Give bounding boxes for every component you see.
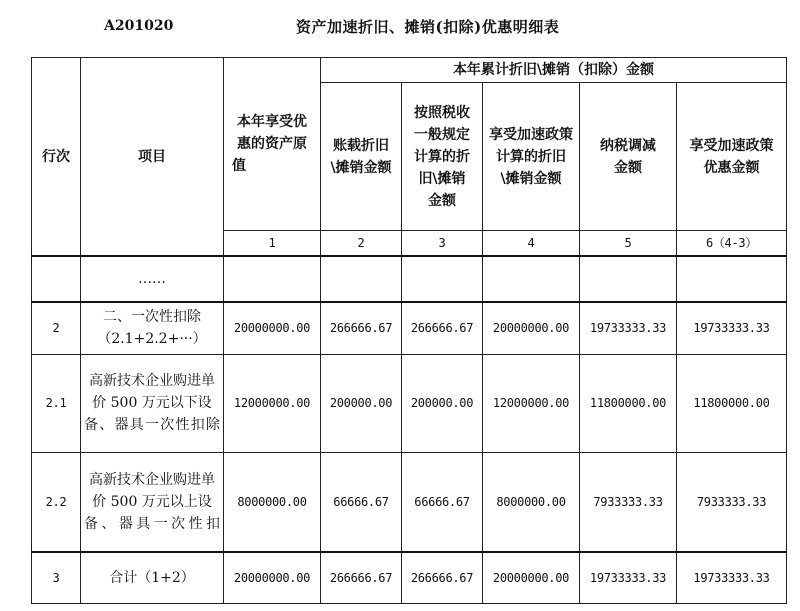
header-item: 项目 bbox=[81, 58, 224, 257]
row-value-1: 20000000.00 bbox=[224, 552, 321, 603]
col-number-1: 1 bbox=[224, 231, 321, 257]
row-value-1 bbox=[224, 256, 321, 302]
table-row bbox=[32, 302, 787, 354]
col-number-2: 2 bbox=[321, 231, 402, 257]
header-row-no: 行次 bbox=[32, 58, 81, 257]
col-number-5: 5 bbox=[580, 231, 677, 257]
row-value-5: 19733333.33 bbox=[580, 302, 677, 354]
row-value-4 bbox=[483, 256, 580, 302]
row-item: 二、一次性扣除（2.1+2.2+···） bbox=[81, 302, 224, 354]
form-title: 资产加速折旧、摊销(扣除)优惠明细表 bbox=[296, 18, 560, 36]
row-value-4: 20000000.00 bbox=[483, 302, 580, 354]
row-value-5: 19733333.33 bbox=[580, 552, 677, 603]
row-value-5: 11800000.00 bbox=[580, 354, 677, 452]
row-no bbox=[32, 256, 81, 302]
row-value-1: 8000000.00 bbox=[224, 452, 321, 552]
row-value-4: 8000000.00 bbox=[483, 452, 580, 552]
row-value-3: 266666.67 bbox=[402, 552, 483, 603]
row-value-5: 7933333.33 bbox=[580, 452, 677, 552]
col-number-4: 4 bbox=[483, 231, 580, 257]
row-item: …… bbox=[81, 256, 224, 302]
detail-table bbox=[31, 57, 787, 604]
row-value-2: 66666.67 bbox=[321, 452, 402, 552]
table-row bbox=[32, 354, 787, 452]
row-value-1: 12000000.00 bbox=[224, 354, 321, 452]
header-general: 按照税收一般规定计算的折旧\摊销金额 bbox=[402, 83, 483, 231]
row-value-6: 19733333.33 bbox=[677, 552, 787, 603]
row-no: 2.1 bbox=[32, 354, 81, 452]
row-no: 2 bbox=[32, 302, 81, 354]
row-value-6: 11800000.00 bbox=[677, 354, 787, 452]
header-group: 本年累计折旧\摊销（扣除）金额 bbox=[321, 58, 787, 83]
header-row-1 bbox=[32, 58, 787, 83]
row-value-2: 200000.00 bbox=[321, 354, 402, 452]
row-value-6: 7933333.33 bbox=[677, 452, 787, 552]
row-value-3 bbox=[402, 256, 483, 302]
row-value-6: 19733333.33 bbox=[677, 302, 787, 354]
row-value-2: 266666.67 bbox=[321, 552, 402, 603]
row-item: 合计（1+2） bbox=[81, 552, 224, 603]
header-tax-adjust: 纳税调减金额 bbox=[580, 83, 677, 231]
row-value-3: 266666.67 bbox=[402, 302, 483, 354]
col-number-3: 3 bbox=[402, 231, 483, 257]
form-code: A201020 bbox=[104, 18, 174, 34]
row-item: 高新技术企业购进单价 500 万元以上设备、器具一次性扣 bbox=[81, 452, 224, 552]
table-row bbox=[32, 256, 787, 302]
row-value-3: 200000.00 bbox=[402, 354, 483, 452]
row-value-5 bbox=[580, 256, 677, 302]
table-row bbox=[32, 452, 787, 552]
row-no: 3 bbox=[32, 552, 81, 603]
row-value-1: 20000000.00 bbox=[224, 302, 321, 354]
header-book: 账载折旧\摊销金额 bbox=[321, 83, 402, 231]
row-value-4: 20000000.00 bbox=[483, 552, 580, 603]
row-value-4: 12000000.00 bbox=[483, 354, 580, 452]
row-value-6 bbox=[677, 256, 787, 302]
header-accelerated: 享受加速政策计算的折旧\摊销金额 bbox=[483, 83, 580, 231]
table-row bbox=[32, 552, 787, 603]
header-benefit: 享受加速政策优惠金额 bbox=[677, 83, 787, 231]
col-number-6: 6（4-3） bbox=[677, 231, 787, 257]
row-item: 高新技术企业购进单价 500 万元以下设备、器具一次性扣除 bbox=[81, 354, 224, 452]
header-original-value: 本年享受优惠的资产原值 bbox=[224, 58, 321, 231]
row-value-2 bbox=[321, 256, 402, 302]
row-no: 2.2 bbox=[32, 452, 81, 552]
row-value-3: 66666.67 bbox=[402, 452, 483, 552]
row-value-2: 266666.67 bbox=[321, 302, 402, 354]
